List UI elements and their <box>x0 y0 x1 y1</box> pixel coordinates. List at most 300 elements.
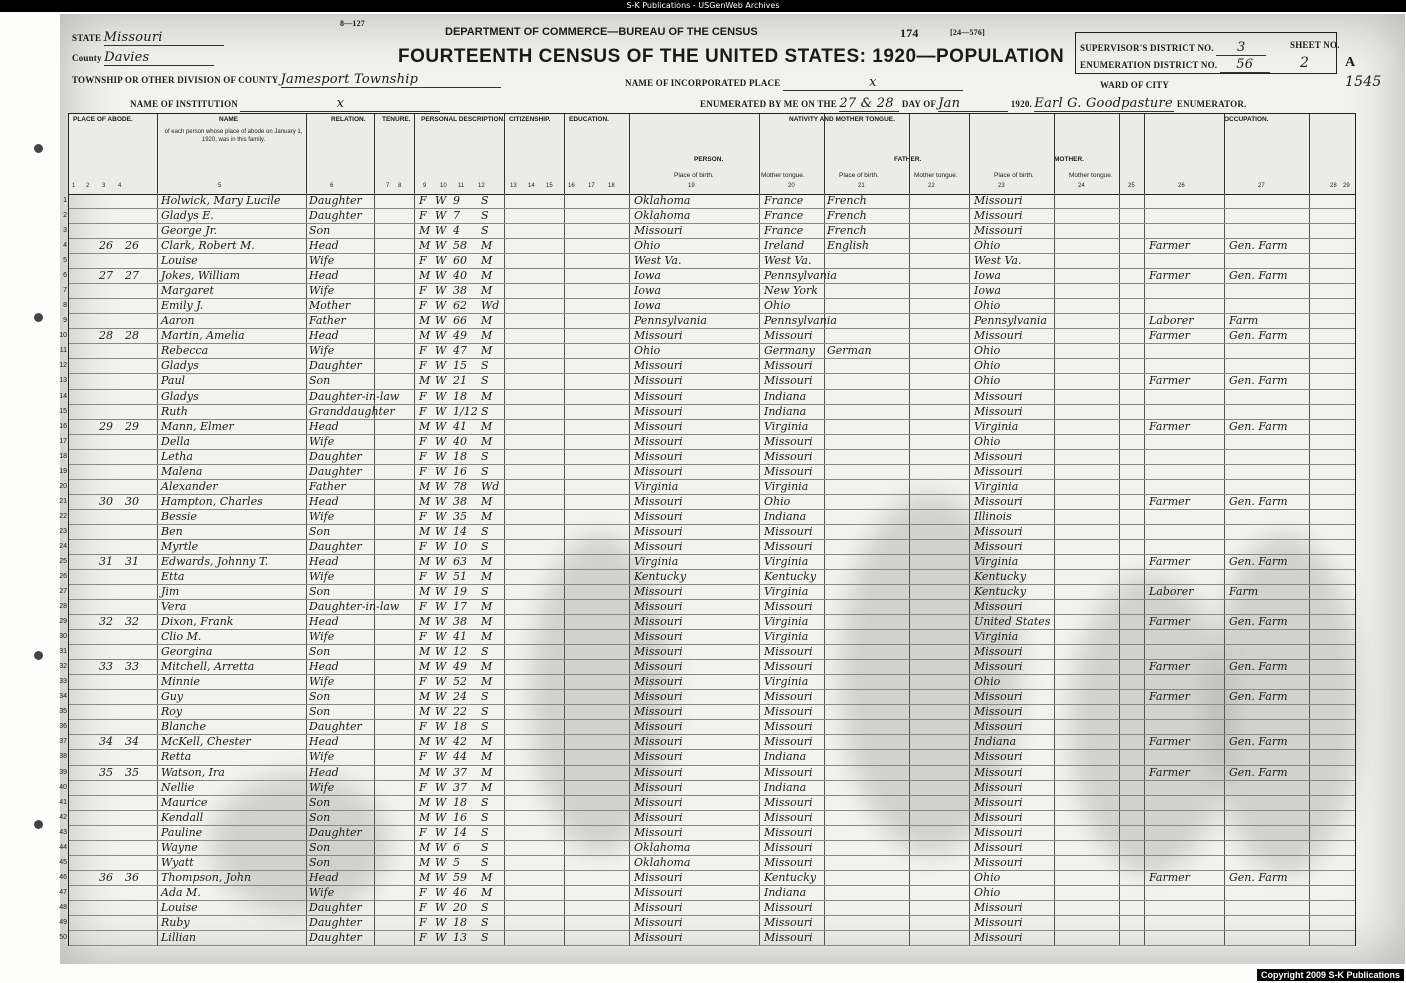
cell-sex: M <box>419 419 431 433</box>
binding-hole <box>34 313 43 322</box>
table-row <box>59 539 1355 555</box>
cell-rel: Son <box>309 795 331 809</box>
cell-age: 18 <box>453 795 467 809</box>
cell-ind: Gen. Farm <box>1229 660 1288 674</box>
cell-rel: Daughter <box>309 720 362 734</box>
col-person-birth: Place of birth. <box>674 172 714 179</box>
cell-bp: Pennsylvania <box>634 314 707 328</box>
cell-ms: M <box>481 509 493 523</box>
cell-race: W <box>435 494 447 508</box>
cell-fbp: Kentucky <box>764 570 817 583</box>
cell-ms: S <box>481 810 489 824</box>
table-row <box>59 494 1355 510</box>
table-row <box>59 900 1355 916</box>
cell-rel: Head <box>309 735 339 749</box>
table-row <box>59 825 1355 841</box>
binding-hole <box>34 820 43 829</box>
cell-age: 35 <box>453 509 467 523</box>
cell-sex: M <box>419 765 431 779</box>
form-code: [24—576] <box>950 28 985 37</box>
row-number: 40 <box>59 783 67 791</box>
table-row <box>59 915 1355 931</box>
cell-ms: S <box>481 825 489 839</box>
cell-race: W <box>435 299 447 313</box>
cell-bp: Missouri <box>634 404 683 418</box>
cell-ms: M <box>481 660 493 674</box>
cell-ms: M <box>481 885 493 899</box>
binding-hole <box>34 651 43 660</box>
row-number: 27 <box>59 588 67 596</box>
col-father-birth: Place of birth. <box>839 172 879 179</box>
cell-fbp: France <box>764 194 804 207</box>
column-number: 24 <box>1078 183 1085 189</box>
cell-sex: M <box>419 645 431 659</box>
cell-bp: Missouri <box>634 494 683 508</box>
cell-sex: M <box>419 870 431 884</box>
cell-ms: M <box>481 675 493 689</box>
table-row <box>59 479 1355 495</box>
cell-bp: Missouri <box>634 675 683 689</box>
cell-name: Louise <box>161 900 198 914</box>
cell-sex: M <box>419 840 431 854</box>
cell-fbp: Missouri <box>764 660 813 674</box>
cell-name: Vera <box>161 600 187 614</box>
table-row <box>59 734 1355 750</box>
cell-mbp: Ohio <box>974 374 1001 388</box>
column-number: 25 <box>1128 183 1135 189</box>
table-row <box>63 253 1355 269</box>
cell-bp: Iowa <box>634 284 661 298</box>
cell-sex: F <box>419 344 427 358</box>
cell-rel: Son <box>309 855 331 869</box>
cell-ms: S <box>481 449 489 463</box>
column-number: 7 <box>386 183 390 189</box>
cell-dw: 27 <box>99 269 113 283</box>
cell-mbp: Ohio <box>974 359 1001 373</box>
cell-age: 14 <box>453 825 467 839</box>
cell-age: 18 <box>453 389 467 403</box>
cell-name: Letha <box>161 449 193 463</box>
cell-name: Ada M. <box>161 885 201 899</box>
row-number: 35 <box>59 708 67 716</box>
supervisor-value: 3 <box>1216 40 1266 56</box>
cell-ms: M <box>481 600 493 614</box>
cell-rel: Head <box>309 269 339 283</box>
cell-race: W <box>435 269 447 283</box>
cell-bp: Missouri <box>634 930 683 944</box>
ed-field <box>1080 57 1270 73</box>
table-row <box>59 614 1355 630</box>
row-number: 44 <box>59 843 67 851</box>
cell-fbp: Missouri <box>764 900 813 914</box>
cell-mbp: Missouri <box>974 855 1023 869</box>
cell-age: 63 <box>453 554 467 568</box>
cell-mbp: Missouri <box>974 194 1023 207</box>
cell-race: W <box>435 554 447 568</box>
cell-age: 38 <box>453 615 467 629</box>
cell-rel: Daughter <box>309 930 362 944</box>
table-row <box>59 629 1355 645</box>
cell-rel: Head <box>309 419 339 433</box>
cell-age: 44 <box>453 750 467 764</box>
institution-value: x <box>240 96 440 112</box>
cell-fbp: Missouri <box>764 600 813 614</box>
cell-ms: M <box>481 284 493 298</box>
cell-ms: S <box>481 404 489 418</box>
cell-rel: Daughter <box>309 464 362 478</box>
row-number: 1 <box>63 197 67 204</box>
cell-rel: Wife <box>309 750 335 764</box>
cell-rel: Wife <box>309 630 335 644</box>
cell-fbp: France <box>764 209 804 223</box>
cell-sex: M <box>419 239 431 253</box>
department-title: DEPARTMENT OF COMMERCE—BUREAU OF THE CENSUS <box>445 26 758 38</box>
cell-rel: Wife <box>309 780 335 794</box>
cell-dw: 28 <box>99 329 113 343</box>
cell-sex: F <box>419 464 427 478</box>
state-label: STATE <box>72 33 102 43</box>
cell-ms: M <box>481 239 493 253</box>
cell-name: Thompson, John <box>161 870 252 884</box>
sheet-value: 2 <box>1300 55 1310 71</box>
table-row <box>59 704 1355 720</box>
year-label: 1920. <box>1010 99 1032 109</box>
cell-fbp: Missouri <box>764 690 813 704</box>
margin-note: 1545 <box>1345 74 1382 90</box>
cell-ms: M <box>481 570 493 583</box>
cell-occ: Farmer <box>1149 735 1190 749</box>
cell-ms: S <box>481 464 489 478</box>
col-occupation: OCCUPATION. <box>1224 116 1269 123</box>
table-row <box>63 208 1355 224</box>
cell-name: Retta <box>161 750 192 764</box>
cell-name: Maurice <box>161 795 208 809</box>
cell-race: W <box>435 915 447 929</box>
cell-race: W <box>435 254 447 268</box>
column-number: 18 <box>608 183 615 189</box>
cell-fbp: Missouri <box>764 915 813 929</box>
cell-mbp: Ohio <box>974 885 1001 899</box>
cell-rel: Daughter <box>309 209 362 223</box>
cell-bp: Missouri <box>634 765 683 779</box>
table-row <box>59 644 1355 660</box>
cell-sex: F <box>419 449 427 463</box>
cell-sex: F <box>419 900 427 914</box>
cell-race: W <box>435 705 447 719</box>
row-number: 19 <box>59 467 67 475</box>
table-row <box>59 930 1355 946</box>
cell-race: W <box>435 570 447 583</box>
cell-occ: Farmer <box>1149 660 1190 674</box>
cell-age: 59 <box>453 870 467 884</box>
cell-sex: F <box>419 404 427 418</box>
column-number: 17 <box>588 183 595 189</box>
enumerator-value: Earl G. Goodpasture <box>1034 96 1173 111</box>
cell-race: W <box>435 374 447 388</box>
cell-fbp: Pennsylvania <box>764 269 837 283</box>
col-personal: PERSONAL DESCRIPTION. <box>421 116 506 123</box>
cell-name: Emily J. <box>161 299 204 313</box>
cell-name: Watson, Ira <box>161 765 225 779</box>
cell-race: W <box>435 434 447 448</box>
cell-rel: Father <box>309 479 346 493</box>
table-row <box>59 389 1355 405</box>
row-number: 8 <box>63 302 67 310</box>
cell-bp: Missouri <box>634 915 683 929</box>
cell-ft: French <box>827 209 867 223</box>
cell-rel: Daughter <box>309 359 362 373</box>
state-value: Missouri <box>104 30 224 46</box>
cell-ind: Gen. Farm <box>1229 554 1288 568</box>
table-row <box>59 719 1355 735</box>
cell-race: W <box>435 314 447 328</box>
cell-name: Hampton, Charles <box>161 494 263 508</box>
col-tenure: TENURE. <box>382 116 411 123</box>
cell-fbp: Missouri <box>764 645 813 659</box>
row-number: 32 <box>59 663 67 671</box>
cell-age: 1/12 <box>453 404 478 418</box>
cell-fbp: Missouri <box>764 705 813 719</box>
cell-sex: F <box>419 930 427 944</box>
column-number: 5 <box>218 183 222 189</box>
table-row <box>59 524 1355 540</box>
cell-sex: F <box>419 389 427 403</box>
row-number: 7 <box>63 287 67 295</box>
cell-sex: M <box>419 224 431 238</box>
cell-fbp: Ohio <box>764 299 791 313</box>
cell-fbp: Indiana <box>764 750 807 764</box>
day-label: DAY OF <box>901 99 936 109</box>
cell-name: McKell, Chester <box>161 735 251 749</box>
cell-name: Nellie <box>161 780 195 794</box>
cell-sex: F <box>419 750 427 764</box>
cell-age: 16 <box>453 464 467 478</box>
cell-ms: Wd <box>481 479 500 493</box>
cell-age: 41 <box>453 419 467 433</box>
cell-race: W <box>435 224 447 238</box>
cell-age: 41 <box>453 630 467 644</box>
cell-age: 24 <box>453 690 467 704</box>
sheet-side: A <box>1345 55 1356 70</box>
cell-rel: Son <box>309 374 331 388</box>
cell-name: Kendall <box>161 810 204 824</box>
cell-rel: Son <box>309 524 331 538</box>
cell-ind: Farm <box>1229 585 1259 599</box>
cell-ms: S <box>481 705 489 719</box>
cell-sex: F <box>419 720 427 734</box>
cell-ft: German <box>827 344 872 358</box>
column-number: 28 <box>1330 183 1337 189</box>
cell-bp: West Va. <box>634 254 682 268</box>
cell-fam: 33 <box>125 660 139 674</box>
row-number: 39 <box>59 768 67 776</box>
cell-ft: English <box>827 239 869 253</box>
enumerator-label: ENUMERATOR. <box>1176 99 1247 109</box>
cell-rel: Daughter <box>309 449 362 463</box>
cell-sex: M <box>419 329 431 343</box>
cell-mbp: Missouri <box>974 524 1023 538</box>
cell-fbp: Indiana <box>764 780 807 794</box>
cell-race: W <box>435 780 447 794</box>
binding-hole <box>34 144 43 153</box>
table-row <box>63 238 1355 254</box>
cell-dw: 30 <box>99 494 113 508</box>
row-number: 50 <box>59 933 67 941</box>
cell-rel: Son <box>309 585 331 599</box>
cell-ind: Gen. Farm <box>1229 494 1288 508</box>
table-row <box>59 810 1355 826</box>
cell-race: W <box>435 795 447 809</box>
column-number: 11 <box>458 183 465 189</box>
cell-mbp: Missouri <box>974 915 1023 929</box>
table-row <box>59 840 1355 856</box>
cell-ms: S <box>481 915 489 929</box>
cell-sex: F <box>419 780 427 794</box>
cell-mbp: United States <box>974 615 1051 629</box>
cell-ms: M <box>481 329 493 343</box>
col-nativity: NATIVITY AND MOTHER TONGUE. <box>789 116 895 123</box>
cell-mbp: Missouri <box>974 720 1023 734</box>
cell-ms: S <box>481 645 489 659</box>
cell-mbp: Indiana <box>974 735 1017 749</box>
cell-dw: 35 <box>99 765 113 779</box>
cell-mbp: Ohio <box>974 239 1001 253</box>
cell-mbp: Virginia <box>974 419 1019 433</box>
cell-bp: Missouri <box>634 434 683 448</box>
col-relation: RELATION. <box>331 116 366 123</box>
row-number: 4 <box>63 242 67 250</box>
table-row <box>59 584 1355 600</box>
cell-bp: Missouri <box>634 419 683 433</box>
cell-ms: M <box>481 314 493 328</box>
column-number: 20 <box>788 183 795 189</box>
cell-sex: M <box>419 554 431 568</box>
cell-mbp: Kentucky <box>974 570 1027 583</box>
cell-sex: F <box>419 284 427 298</box>
cell-fbp: Missouri <box>764 359 813 373</box>
cell-age: 4 <box>453 224 460 238</box>
cell-bp: Missouri <box>634 374 683 388</box>
row-number: 26 <box>59 573 67 580</box>
cell-mbp: Missouri <box>974 539 1023 553</box>
cell-rel: Daughter <box>309 825 362 839</box>
row-number: 36 <box>59 723 67 731</box>
cell-mbp: Iowa <box>974 269 1001 283</box>
cell-dw: 36 <box>99 870 113 884</box>
cell-sex: M <box>419 705 431 719</box>
incorporated-label: NAME OF INCORPORATED PLACE <box>625 78 781 88</box>
col-father-tongue: Mother tongue. <box>914 172 958 179</box>
cell-race: W <box>435 660 447 674</box>
cell-name: Lillian <box>161 930 197 944</box>
column-number: 4 <box>118 183 122 189</box>
cell-name: Della <box>161 434 190 448</box>
cell-bp: Missouri <box>634 825 683 839</box>
cell-race: W <box>435 750 447 764</box>
cell-rel: Mother <box>309 299 351 313</box>
cell-fbp: Missouri <box>764 795 813 809</box>
cell-rel: Wife <box>309 570 335 583</box>
cell-name: Clio M. <box>161 630 202 644</box>
cell-name: Malena <box>161 464 203 478</box>
row-number: 21 <box>59 497 67 505</box>
cell-mbp: Missouri <box>974 840 1023 854</box>
cell-race: W <box>435 539 447 553</box>
cell-occ: Farmer <box>1149 419 1190 433</box>
column-number: 12 <box>478 183 485 189</box>
sheet-label: SHEET NO. <box>1290 40 1340 50</box>
cell-ind: Gen. Farm <box>1229 374 1288 388</box>
cell-mbp: Missouri <box>974 389 1023 403</box>
cell-mbp: Missouri <box>974 224 1023 238</box>
cell-sex: M <box>419 585 431 599</box>
cell-bp: Missouri <box>634 600 683 614</box>
column-numbers <box>68 183 1354 193</box>
cell-age: 37 <box>453 780 467 794</box>
cell-bp: Missouri <box>634 870 683 884</box>
cell-occ: Laborer <box>1149 314 1194 328</box>
cell-fbp: France <box>764 224 804 238</box>
column-number: 13 <box>510 183 517 189</box>
cell-rel: Head <box>309 615 339 629</box>
cell-ind: Gen. Farm <box>1229 329 1288 343</box>
cell-sex: F <box>419 675 427 689</box>
row-number: 3 <box>63 227 67 235</box>
cell-sex: F <box>419 299 427 313</box>
cell-fbp: Virginia <box>764 554 809 568</box>
cell-bp: Missouri <box>634 720 683 734</box>
month-value: Jan <box>938 96 1008 112</box>
table-row <box>59 404 1355 420</box>
cell-race: W <box>435 404 447 418</box>
cell-ms: M <box>481 254 493 268</box>
cell-ft: French <box>827 224 867 238</box>
cell-mbp: Virginia <box>974 479 1019 493</box>
county-value: Davies <box>104 50 214 66</box>
cell-rel: Son <box>309 705 331 719</box>
cell-age: 20 <box>453 900 467 914</box>
cell-race: W <box>435 284 447 298</box>
cell-rel: Granddaughter <box>309 404 395 418</box>
incorporated-value: x <box>783 75 963 91</box>
cell-mbp: Missouri <box>974 690 1023 704</box>
cell-rel: Daughter <box>309 194 362 207</box>
cell-race: W <box>435 735 447 749</box>
cell-bp: Missouri <box>634 750 683 764</box>
cell-dw: 34 <box>99 735 113 749</box>
row-number: 42 <box>59 813 67 821</box>
cell-name: Gladys <box>161 359 199 373</box>
cell-sex: F <box>419 359 427 373</box>
cell-name: Louise <box>161 254 198 268</box>
cell-fbp: Pennsylvania <box>764 314 837 328</box>
cell-sex: M <box>419 735 431 749</box>
cell-age: 13 <box>453 930 467 944</box>
table-row <box>59 870 1355 886</box>
cell-race: W <box>435 645 447 659</box>
cell-rel: Wife <box>309 434 335 448</box>
cell-bp: Missouri <box>634 900 683 914</box>
cell-fbp: West Va. <box>764 254 812 268</box>
cell-ind: Gen. Farm <box>1229 419 1288 433</box>
cell-bp: Missouri <box>634 585 683 599</box>
cell-bp: Virginia <box>634 554 679 568</box>
cell-name: Guy <box>161 690 184 704</box>
column-number: 21 <box>858 183 865 189</box>
row-number: 18 <box>59 452 67 460</box>
row-number: 37 <box>59 738 67 746</box>
col-mother-tongue: Mother tongue. <box>1069 172 1113 179</box>
